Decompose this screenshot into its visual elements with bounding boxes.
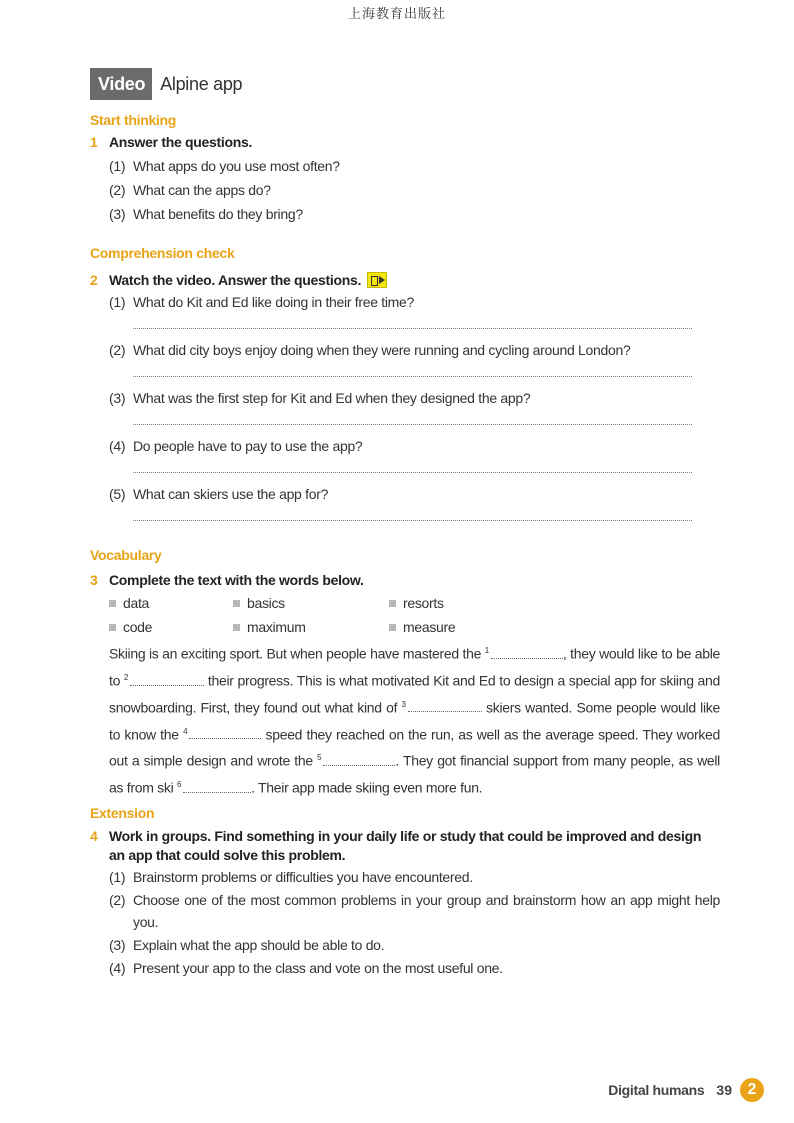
- question-item: [109, 387, 720, 435]
- word-item: [233, 593, 389, 613]
- question-item: [109, 291, 720, 339]
- unit-badge: 2: [740, 1078, 764, 1102]
- vocabulary-section: [90, 547, 720, 800]
- task-instruction: [90, 134, 720, 154]
- question-text: Brainstorm problems or difficulties you have encountered.: [133, 869, 473, 885]
- blank-number: 1: [484, 646, 489, 655]
- bullet-square-icon: [109, 600, 116, 607]
- question-text: What can skiers use the app for?: [133, 486, 329, 502]
- blank-number: 3: [401, 699, 406, 709]
- question-text: What do Kit and Ed like doing in their free time?: [133, 294, 415, 310]
- question-text: What did city boys enjoy doing when they were running and cycling around London?: [133, 342, 631, 358]
- blank-2[interactable]: [130, 672, 204, 686]
- question-number: (3): [109, 390, 126, 406]
- bullet-square-icon: [233, 600, 240, 607]
- question-item: [109, 934, 720, 956]
- video-tag: Video: [90, 68, 152, 100]
- question-number: (2): [109, 182, 126, 198]
- question-item: [109, 202, 720, 226]
- question-item: [109, 889, 720, 933]
- word-item: [389, 617, 539, 637]
- section-heading: Start thinking: [90, 112, 177, 128]
- blank-number: 2: [123, 672, 129, 682]
- answer-line[interactable]: [133, 424, 692, 425]
- task-number: 3: [90, 572, 98, 588]
- question-number: (1): [109, 158, 126, 174]
- comprehension-section: [90, 245, 720, 531]
- question-number: (2): [109, 892, 126, 908]
- word-text: maximum: [247, 619, 306, 635]
- bullet-square-icon: [389, 624, 396, 631]
- task-number: 2: [90, 272, 98, 288]
- bullet-square-icon: [233, 624, 240, 631]
- section-name: Digital humans: [608, 1082, 705, 1098]
- question-number: (4): [109, 960, 126, 976]
- question-item: [109, 435, 720, 483]
- question-number: (4): [109, 438, 126, 454]
- task-instruction: [90, 569, 720, 591]
- word-item: [109, 593, 233, 613]
- answer-line[interactable]: [133, 376, 692, 377]
- word-text: resorts: [403, 595, 444, 611]
- gap-fill-text: Skiing is an exciting sport. But when people have mastered the $^1$ , they would like to be able to $^2$ their progress. This is what motivated Kit and Ed to design a special app for skiing and snowboarding. First, they found out what kind of $^3$ skiers wanted. Some people would like to know the $^4$ speed they reached on the run, as well as the average speed. They worked out a simple design and wrote the $^5$ . They got financial support from many people, as well as from ski $^6$ . Their app made skiing even more fun.: [109, 645, 721, 796]
- word-text: data: [123, 595, 150, 611]
- task-instruction: [90, 269, 720, 291]
- question-item: [109, 154, 720, 178]
- answer-line[interactable]: [133, 472, 692, 473]
- blank-3[interactable]: [408, 698, 482, 712]
- blank-5[interactable]: [323, 752, 395, 766]
- task-number: 1: [90, 134, 98, 150]
- question-text: Explain what the app should be able to do.: [133, 937, 385, 953]
- word-text: measure: [403, 619, 456, 635]
- task-text: Answer the questions.: [109, 134, 253, 150]
- question-item: [109, 178, 720, 202]
- question-number: (1): [109, 294, 126, 310]
- answer-line[interactable]: [133, 520, 692, 521]
- question-text: Choose one of the most common problems in your group and brainstorm how an app might help you.: [133, 892, 720, 930]
- blank-number: 6: [176, 780, 182, 790]
- question-text: Present your app to the class and vote on the most useful one.: [133, 960, 503, 976]
- task-text: Watch the video. Answer the questions.: [109, 272, 362, 288]
- question-number: (3): [109, 206, 126, 222]
- answer-line[interactable]: [133, 328, 692, 329]
- blank-number: 5: [317, 753, 322, 763]
- section-heading: Vocabulary: [90, 547, 162, 563]
- bullet-square-icon: [389, 600, 396, 607]
- start-thinking-section: [90, 112, 720, 226]
- question-item: [109, 339, 720, 387]
- question-text: Do people have to pay to use the app?: [133, 438, 363, 454]
- page-number: 39: [716, 1082, 732, 1098]
- blank-4[interactable]: [189, 725, 261, 739]
- task-instruction: [90, 827, 720, 865]
- question-number: (5): [109, 486, 126, 502]
- video-play-icon[interactable]: [367, 272, 387, 288]
- question-text: What can the apps do?: [133, 182, 271, 198]
- question-item: [109, 483, 720, 531]
- task-number: 4: [90, 828, 98, 844]
- question-number: (2): [109, 342, 126, 358]
- page-title: [90, 68, 242, 100]
- title-text: Alpine app: [160, 73, 243, 94]
- word-item: [389, 593, 539, 613]
- task-text: Complete the text with the words below.: [109, 572, 364, 588]
- blank-number: 4: [183, 726, 188, 736]
- section-heading: Extension: [90, 805, 155, 821]
- word-box: [109, 593, 720, 637]
- question-text: What apps do you use most often?: [133, 158, 340, 174]
- question-item: [109, 957, 720, 979]
- question-item: [109, 866, 720, 888]
- blank-1[interactable]: [491, 645, 563, 659]
- extension-section: [90, 805, 720, 979]
- word-item: [109, 617, 233, 637]
- publisher-header: 上海教育出版社: [347, 7, 446, 22]
- word-item: [233, 617, 389, 637]
- word-text: basics: [247, 595, 285, 611]
- task-text: Work in groups. Find something in your daily life or study that could be improved and design an app that could solve this problem.: [109, 828, 702, 863]
- question-number: (1): [109, 869, 126, 885]
- page-footer: [608, 1078, 764, 1102]
- word-text: code: [123, 619, 153, 635]
- question-text: What benefits do they bring?: [133, 206, 303, 222]
- blank-6[interactable]: [183, 779, 251, 793]
- question-number: (3): [109, 937, 126, 953]
- bullet-square-icon: [109, 624, 116, 631]
- section-heading: Comprehension check: [90, 245, 235, 261]
- question-text: What was the first step for Kit and Ed when they designed the app?: [133, 390, 531, 406]
